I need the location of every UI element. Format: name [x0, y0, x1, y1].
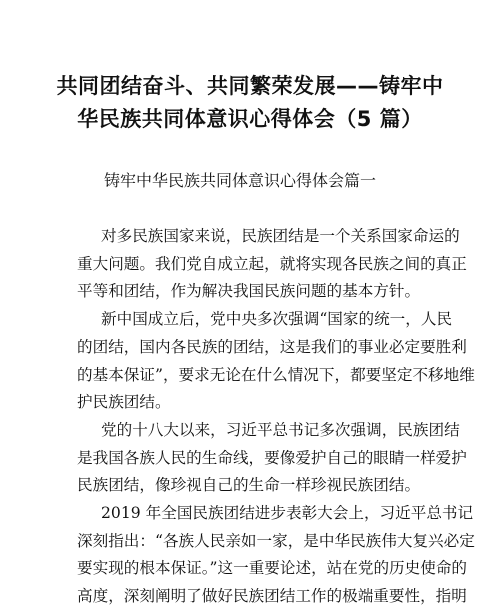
paragraph — [77, 417, 467, 500]
paragraph-line: 的基本保证”，要求无论在什么情况下，都要坚定不移地维 — [77, 365, 475, 384]
title-line: 华民族共同体意识心得体会（5 篇） — [77, 107, 423, 131]
document-body — [0, 223, 500, 611]
paragraph-line: 护民族团结。 — [77, 393, 171, 412]
paragraph-line: 新中国成立后，党中央多次强调“国家的统一，人民 — [101, 310, 453, 329]
paragraph-line: 的团结，国内各民族的团结，这是我们的事业必定要胜利 — [77, 337, 467, 356]
document-title — [0, 70, 500, 136]
title-line: 共同团结奋斗、共同繁荣发展——铸牢中 — [56, 74, 444, 98]
paragraph-line: 要实现的根本保证。”这一重要论述，站在党的历史使命的 — [77, 559, 468, 578]
paragraph-line: 深刻指出：“各族人民亲如一家，是中华民族伟大复兴必定 — [77, 531, 475, 550]
paragraph — [77, 306, 475, 417]
paragraph-line: 对多民族国家来说，民族团结是一个关系国家命运的 — [101, 227, 460, 245]
paragraph — [77, 500, 475, 611]
paragraph-line: 党的十八大以来，习近平总书记多次强调，民族团结 — [101, 420, 460, 439]
paragraph-line: 重大问题。我们党自成立起，就将实现各民族之间的真正 — [77, 254, 467, 273]
paragraph-line: 民族团结，像珍视自己的生命一样珍视民族团结。 — [77, 476, 421, 495]
paragraph — [77, 223, 467, 306]
paragraph-line: 平等和团结，作为解决我国民族问题的基本方针。 — [77, 282, 421, 301]
section-heading: 铸牢中华民族共同体意识心得体会篇一 — [104, 171, 377, 190]
paragraph-line: 高度，深刻阐明了做好民族团结工作的极端重要性，指明 — [77, 587, 467, 606]
paragraph-line: 是我国各族人民的生命线，要像爱护自己的眼睛一样爱护 — [77, 448, 467, 467]
paragraph-line: 2019 年全国民族团结进步表彰大会上，习近平总书记 — [101, 504, 474, 523]
